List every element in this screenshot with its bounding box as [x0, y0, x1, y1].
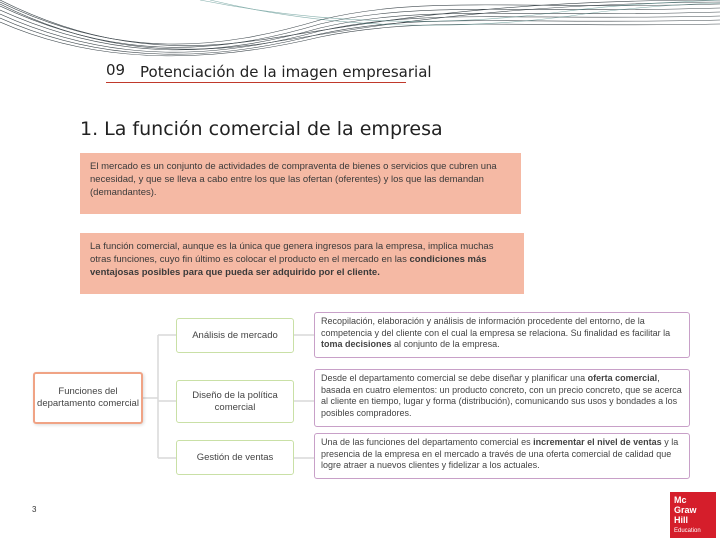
sales-management-description: [314, 433, 690, 479]
desc-3-text: Una de las funciones del departamento comercial es: [321, 437, 534, 447]
desc-3-bold: incrementar el nivel de ventas: [533, 437, 662, 447]
chapter-number: 09: [106, 61, 126, 79]
commercial-function-text-bold: condiciones más ventajosas posibles para que pueda ser adquirido por el cliente.: [90, 254, 487, 278]
market-analysis-description: [314, 312, 690, 358]
desc-2-text-end: , basada en cuatro elementos: un producto concreto, con un precio concreto, que se acerca al cliente en tiempo, lugar y forma (distribución), comunicando sus usos y bondades a los posibles compradores.: [321, 373, 682, 418]
desc-3-text-end: y la presencia de la empresa en el mercado a través de una oferta comercial de calidad que logre atraer a nuevos clientes y fidelizar a los actuales.: [321, 437, 679, 470]
section-title: 1. La función comercial de la empresa: [80, 118, 443, 140]
commercial-policy-label: Diseño de la política comercial: [192, 389, 278, 413]
page-number: 3: [32, 505, 37, 514]
desc-2-bold: oferta comercial: [587, 373, 658, 383]
market-definition-box: [80, 153, 521, 214]
market-analysis-node: [176, 318, 294, 353]
desc-1-text-end: al conjunto de la empresa.: [391, 339, 500, 349]
market-definition-text: El mercado es un conjunto de actividades de compraventa de bienes o servicios que cubren una necesidad, y que se lleva a cabo entre los que las ofertan (oferentes) y los que las demandan (demandantes).: [90, 161, 497, 198]
commercial-function-text: La función comercial, aunque es la única que genera ingresos para la empresa, implica muchas otras funciones, cuyo fin último es colocar el producto en el mercado en las: [90, 241, 494, 265]
commercial-department-functions-node: [33, 372, 143, 424]
logo-line-1: Mc: [674, 495, 687, 505]
sales-management-node: [176, 440, 294, 475]
logo-line-3: Hill: [674, 515, 689, 525]
main-node-label: Funciones del departamento comercial: [37, 386, 139, 409]
desc-2-text: Desde el departamento comercial se debe diseñar y planificar una: [321, 373, 588, 383]
logo-line-2: Graw: [674, 505, 697, 515]
commercial-function-definition-box: [80, 233, 524, 294]
desc-1-bold: toma decisiones: [321, 339, 392, 349]
chapter-title: Potenciación de la imagen empresarial: [140, 63, 432, 81]
sales-management-label: Gestión de ventas: [196, 451, 274, 463]
market-analysis-label: Análisis de mercado: [192, 329, 278, 341]
logo-line-4: Education: [674, 528, 701, 534]
desc-1-text: Recopilación, elaboración y análisis de información procedente del entorno, de la competencia y del cliente con el cual la empresa se relaciona. Su finalidad es facilitar la: [321, 316, 671, 338]
commercial-policy-description: [314, 369, 690, 427]
mcgraw-hill-logo: [670, 492, 716, 538]
commercial-policy-node: [176, 380, 294, 423]
chapter-underline: [106, 82, 406, 83]
header-wave-decoration: [0, 0, 720, 70]
